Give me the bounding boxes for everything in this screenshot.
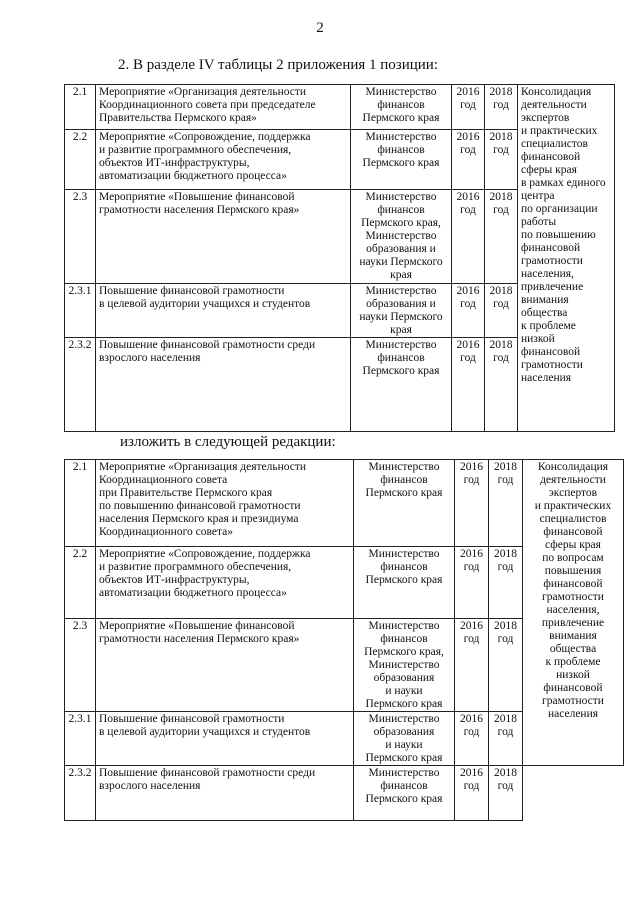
activity-name: Мероприятие «Сопровождение, поддержка и развитие программного обеспечения, объектов ИТ-инфраструктуры, автоматизации бюджетного процесса» xyxy=(96,547,354,619)
start-year: 2016 год xyxy=(455,547,489,619)
end-year: 2018 год xyxy=(489,460,523,547)
position-number: 2.3 xyxy=(65,619,96,712)
intro-paragraph: 2. В разделе IV таблицы 2 приложения 1 позиции: xyxy=(118,57,439,73)
start-year: 2016 год xyxy=(452,130,485,190)
activity-name: Мероприятие «Повышение финансовой грамотности населения Пермского края» xyxy=(96,619,354,712)
responsible-department: Министерство образования и науки Пермского края xyxy=(351,284,452,338)
position-number: 2.2 xyxy=(65,547,96,619)
page-number: 2 xyxy=(316,20,324,36)
end-year: 2018 год xyxy=(489,712,523,766)
end-year: 2018 год xyxy=(485,85,518,130)
table-row xyxy=(65,85,615,130)
responsible-department: Министерство финансов Пермского края xyxy=(354,766,455,821)
new-positions-table xyxy=(64,459,624,821)
position-number: 2.1 xyxy=(65,460,96,547)
responsible-department: Министерство финансов Пермского края xyxy=(351,130,452,190)
position-number: 2.3.1 xyxy=(65,284,96,338)
activity-name: Повышение финансовой грамотности в целевой аудитории учащихся и студентов xyxy=(96,712,354,766)
table-row xyxy=(65,766,624,821)
responsible-department: Министерство финансов Пермского края xyxy=(351,85,452,130)
start-year: 2016 год xyxy=(455,460,489,547)
table-row xyxy=(65,460,624,547)
end-year: 2018 год xyxy=(485,190,518,284)
position-number: 2.1 xyxy=(65,85,96,130)
responsible-department: Министерство финансов Пермского края xyxy=(354,460,455,547)
activity-name: Мероприятие «Организация деятельности Координационного совета при председателе Правительства Пермского края» xyxy=(96,85,351,130)
end-year: 2018 год xyxy=(485,284,518,338)
start-year: 2016 год xyxy=(455,619,489,712)
old-positions-table xyxy=(64,84,615,432)
responsible-department: Министерство финансов Пермского края xyxy=(351,338,452,432)
position-number: 2.3.1 xyxy=(65,712,96,766)
end-year: 2018 год xyxy=(489,766,523,821)
activity-name: Мероприятие «Сопровождение, поддержка и развитие программного обеспечения, объектов ИТ-инфраструктуры, автоматизации бюджетного процесса» xyxy=(96,130,351,190)
start-year: 2016 год xyxy=(455,712,489,766)
start-year: 2016 год xyxy=(455,766,489,821)
empty-cell xyxy=(523,766,624,821)
activity-name: Мероприятие «Повышение финансовой грамотности населения Пермского края» xyxy=(96,190,351,284)
start-year: 2016 год xyxy=(452,190,485,284)
activity-name: Мероприятие «Организация деятельности Координационного совета при Правительстве Пермского края по повышению финансовой грамотности населения Пермского края и президиума Координационного совета» xyxy=(96,460,354,547)
responsible-department: Министерство финансов Пермского края, Министерство образования и науки Пермского края xyxy=(354,619,455,712)
expected-result: Консолидация деятельности экспертов и практических специалистов финансовой сферы края в рамках единого центра по организации работы по повышению финансовой грамотности населения, привлечение внимания общества к проблеме низкой финансовой грамотности населения xyxy=(518,85,615,432)
expected-result: Консолидация деятельности экспертов и практических специалистов финансовой сферы края по вопросам повышения финансовой грамотности населения, привлечение внимания общества к проблеме низкой финансовой грамотности населения xyxy=(523,460,624,766)
start-year: 2016 год xyxy=(452,85,485,130)
end-year: 2018 год xyxy=(489,547,523,619)
activity-name: Повышение финансовой грамотности среди взрослого населения xyxy=(96,766,354,821)
end-year: 2018 год xyxy=(485,130,518,190)
end-year: 2018 год xyxy=(489,619,523,712)
position-number: 2.3.2 xyxy=(65,766,96,821)
responsible-department: Министерство финансов Пермского края, Министерство образования и науки Пермского края xyxy=(351,190,452,284)
start-year: 2016 год xyxy=(452,284,485,338)
responsible-department: Министерство образования и науки Пермского края xyxy=(354,712,455,766)
responsible-department: Министерство финансов Пермского края xyxy=(354,547,455,619)
position-number: 2.3.2 xyxy=(65,338,96,432)
position-number: 2.3 xyxy=(65,190,96,284)
end-year: 2018 год xyxy=(485,338,518,432)
activity-name: Повышение финансовой грамотности среди взрослого населения xyxy=(96,338,351,432)
activity-name: Повышение финансовой грамотности в целевой аудитории учащихся и студентов xyxy=(96,284,351,338)
position-number: 2.2 xyxy=(65,130,96,190)
replacement-paragraph: изложить в следующей редакции: xyxy=(120,434,336,450)
start-year: 2016 год xyxy=(452,338,485,432)
